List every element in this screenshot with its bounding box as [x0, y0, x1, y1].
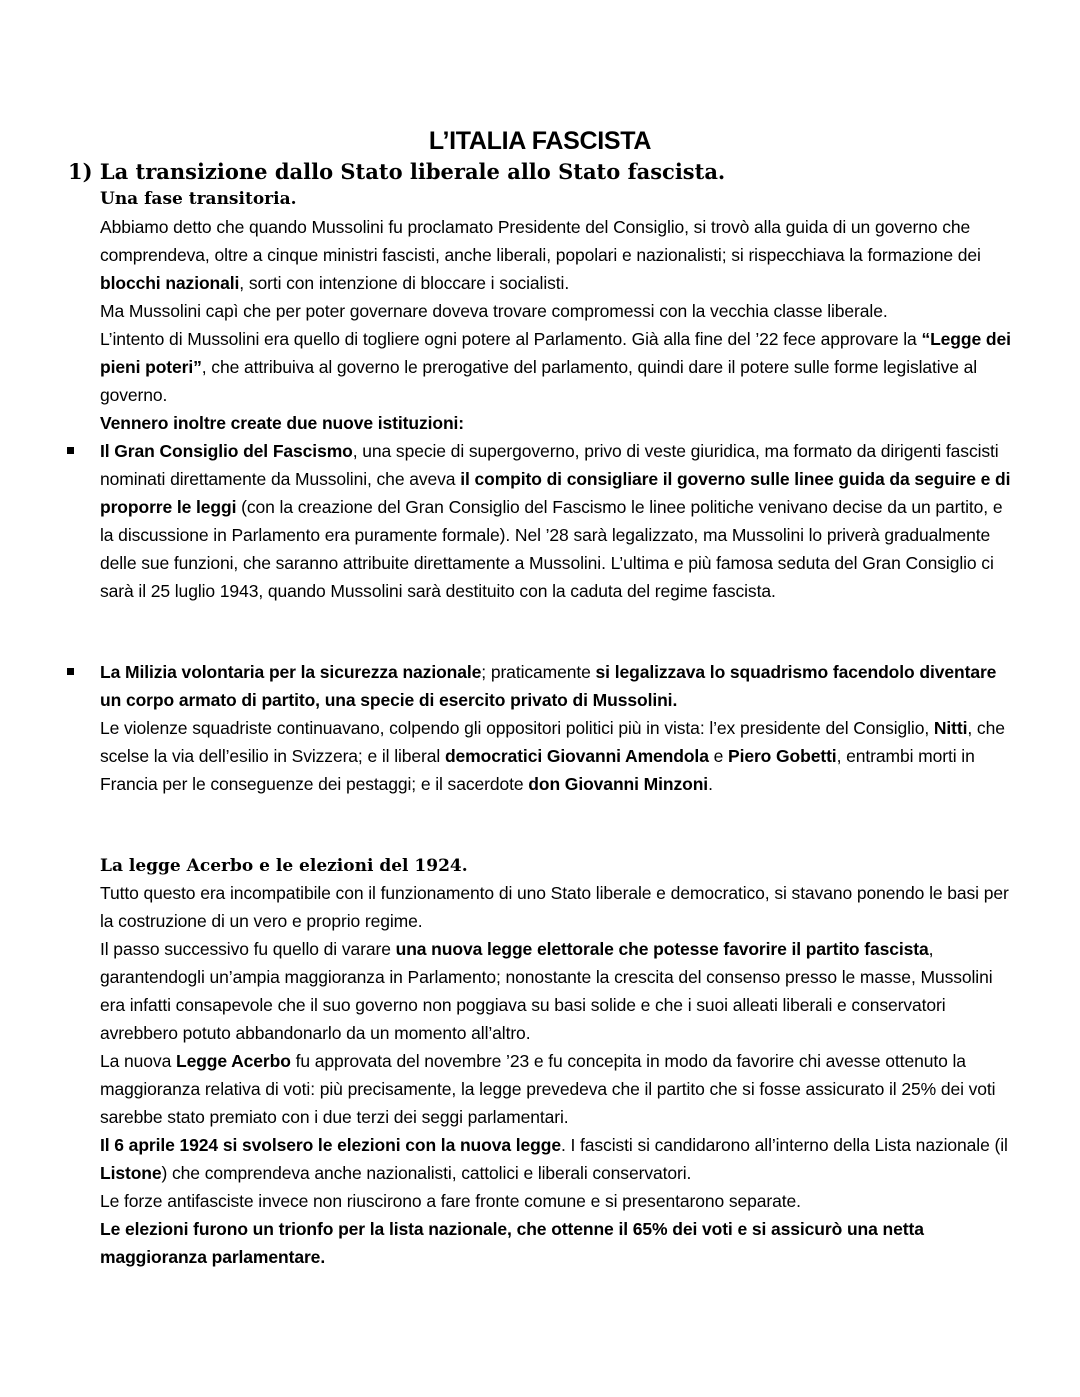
subsection-heading-legge-acerbo: La legge Acerbo e le elezioni del 1924. — [100, 856, 468, 876]
bullet-square-icon — [67, 668, 74, 675]
text: , sorti con intenzione di bloccare i socialisti. — [239, 273, 570, 293]
paragraph — [100, 1131, 1020, 1187]
paragraph — [100, 714, 1020, 798]
paragraph — [100, 213, 1020, 297]
paragraph — [100, 935, 1020, 1047]
intro-paragraphs — [100, 213, 1020, 437]
text: (con la creazione del Gran Consiglio del Fascismo le linee politiche venivano decise da un partito, e la discussione in Parlamento era puramente formale). Nel ’28 sarà legalizzato, ma Mussolini lo priverà gradualmente delle sue funzioni, che saranno attribuite direttamente a Mussolini. L’ultima e più famosa seduta del Gran Consiglio ci sarà il 25 luglio 1943, quando Mussolini sarà destituito con la caduta del regime fascista. — [100, 497, 1003, 601]
paragraph-bold — [100, 409, 1020, 437]
subsection-heading-fase-transitoria: Una fase transitoria. — [100, 189, 297, 209]
bold-text: blocchi nazionali — [100, 273, 240, 293]
bold-text: il compito di consigliare il governo sulle linee guida da seguire e di proporre le leggi — [100, 469, 1011, 517]
bold-text: Vennero inoltre create due nuove istituzioni: — [100, 413, 465, 433]
bold-text: “Legge dei pieni poteri” — [100, 329, 1011, 377]
bold-text: Il 6 aprile 1924 si svolsero le elezioni con la nuova legge — [100, 1135, 561, 1155]
paragraph — [100, 437, 1020, 605]
text: ; praticamente — [481, 662, 596, 682]
text: Il passo successivo fu quello di varare — [100, 939, 396, 959]
text: fu approvata del novembre ’23 e fu concepita in modo da favorire chi avesse ottenuto la maggioranza relativa di voti: più precisamente, la legge prevedeva che il partito che si fosse assicurato il 25% dei voti sarebbe stato premiato con i due terzi dei seggi parlamentari. — [100, 1051, 996, 1127]
text: L’intento di Mussolini era quello di togliere ogni potere al Parlamento. Già alla fine del ’22 fece approvare la — [100, 329, 922, 349]
text: ) che comprendeva anche nazionalisti, cattolici e liberali conservatori. — [161, 1163, 692, 1183]
bold-text: Nitti — [933, 718, 968, 738]
bullet-gran-consiglio — [100, 437, 1020, 605]
text: e — [708, 746, 728, 766]
text: , entrambi morti in Francia per le conseguenze dei pestaggi; e il sacerdote — [100, 746, 975, 794]
bold-text: Le elezioni furono un trionfo per la lista nazionale, che ottenne il 65% dei voti e si assicurò una netta maggioranza parlamentare. — [100, 1219, 924, 1267]
bold-text: La Milizia volontaria per la sicurezza nazionale — [100, 662, 482, 682]
text: Abbiamo detto che quando Mussolini fu proclamato Presidente del Consiglio, si trovò alla guida di un governo che comprendeva, oltre a cinque ministri fascisti, anche liberali, popolari e nazionalisti; si rispecchiava la formazione dei — [100, 217, 981, 265]
text: , che attribuiva al governo le prerogative del parlamento, quindi dare il potere sulle forme legislative al governo. — [100, 357, 978, 405]
bold-text: una nuova legge elettorale che potesse favorire il partito fascista — [395, 939, 929, 959]
bold-text: Il Gran Consiglio del Fascismo — [100, 441, 353, 461]
paragraph — [100, 1047, 1020, 1131]
bold-text: don Giovanni Minzoni — [528, 774, 709, 794]
section-heading: 1) La transizione dallo Stato liberale allo Stato fascista. — [68, 159, 726, 184]
document-title: L’ITALIA FASCISTA — [428, 127, 652, 155]
paragraph: Ma Mussolini capì che per poter governare doveva trovare compromessi con la vecchia classe liberale. — [100, 301, 888, 321]
bold-text: si legalizzava lo squadrismo facendolo diventare un corpo armato di partito, una specie di esercito privato di Mussolini. — [100, 662, 997, 710]
bold-text: Legge Acerbo — [175, 1051, 291, 1071]
text: , garantendogli un’ampia maggioranza in Parlamento; nonostante la crescita del consenso presso le masse, Mussolini era infatti consapevole che il suo governo non poggiava su basi solide e che i suoi alleati liberali e conservatori avrebbero potuto abbandonarlo da un momento all’altro. — [100, 939, 993, 1043]
bullet-milizia — [100, 658, 1020, 798]
text: , che scelse la via dell’esilio in Svizzera; e il liberal — [100, 718, 1005, 766]
paragraph-bold — [100, 1215, 1020, 1271]
paragraph — [100, 658, 1020, 714]
text: La nuova — [100, 1051, 176, 1071]
bold-text: Piero Gobetti — [728, 746, 837, 766]
text: . — [708, 774, 713, 794]
paragraph: Tutto questo era incompatibile con il funzionamento di uno Stato liberale e democratico, si stavano ponendo le basi per la costruzione di un vero e proprio regime. — [100, 883, 1009, 931]
paragraph: Le forze antifasciste invece non riuscirono a fare fronte comune e si presentarono separate. — [100, 1191, 801, 1211]
text: Le violenze squadriste continuavano, colpendo gli oppositori politici più in vista: l’ex presidente del Consiglio, — [100, 718, 934, 738]
text: . I fascisti si candidarono all’interno della Lista nazionale (il — [560, 1135, 1008, 1155]
paragraph — [100, 325, 1020, 409]
bold-text: Listone — [100, 1163, 162, 1183]
bold-text: democratici Giovanni Amendola — [444, 746, 709, 766]
text: , una specie di supergoverno, privo di veste giuridica, ma formato da dirigenti fascisti nominati direttamente da Mussolini, che aveva — [100, 441, 999, 489]
bullet-square-icon — [67, 447, 74, 454]
acerbo-paragraphs — [100, 879, 1020, 1271]
